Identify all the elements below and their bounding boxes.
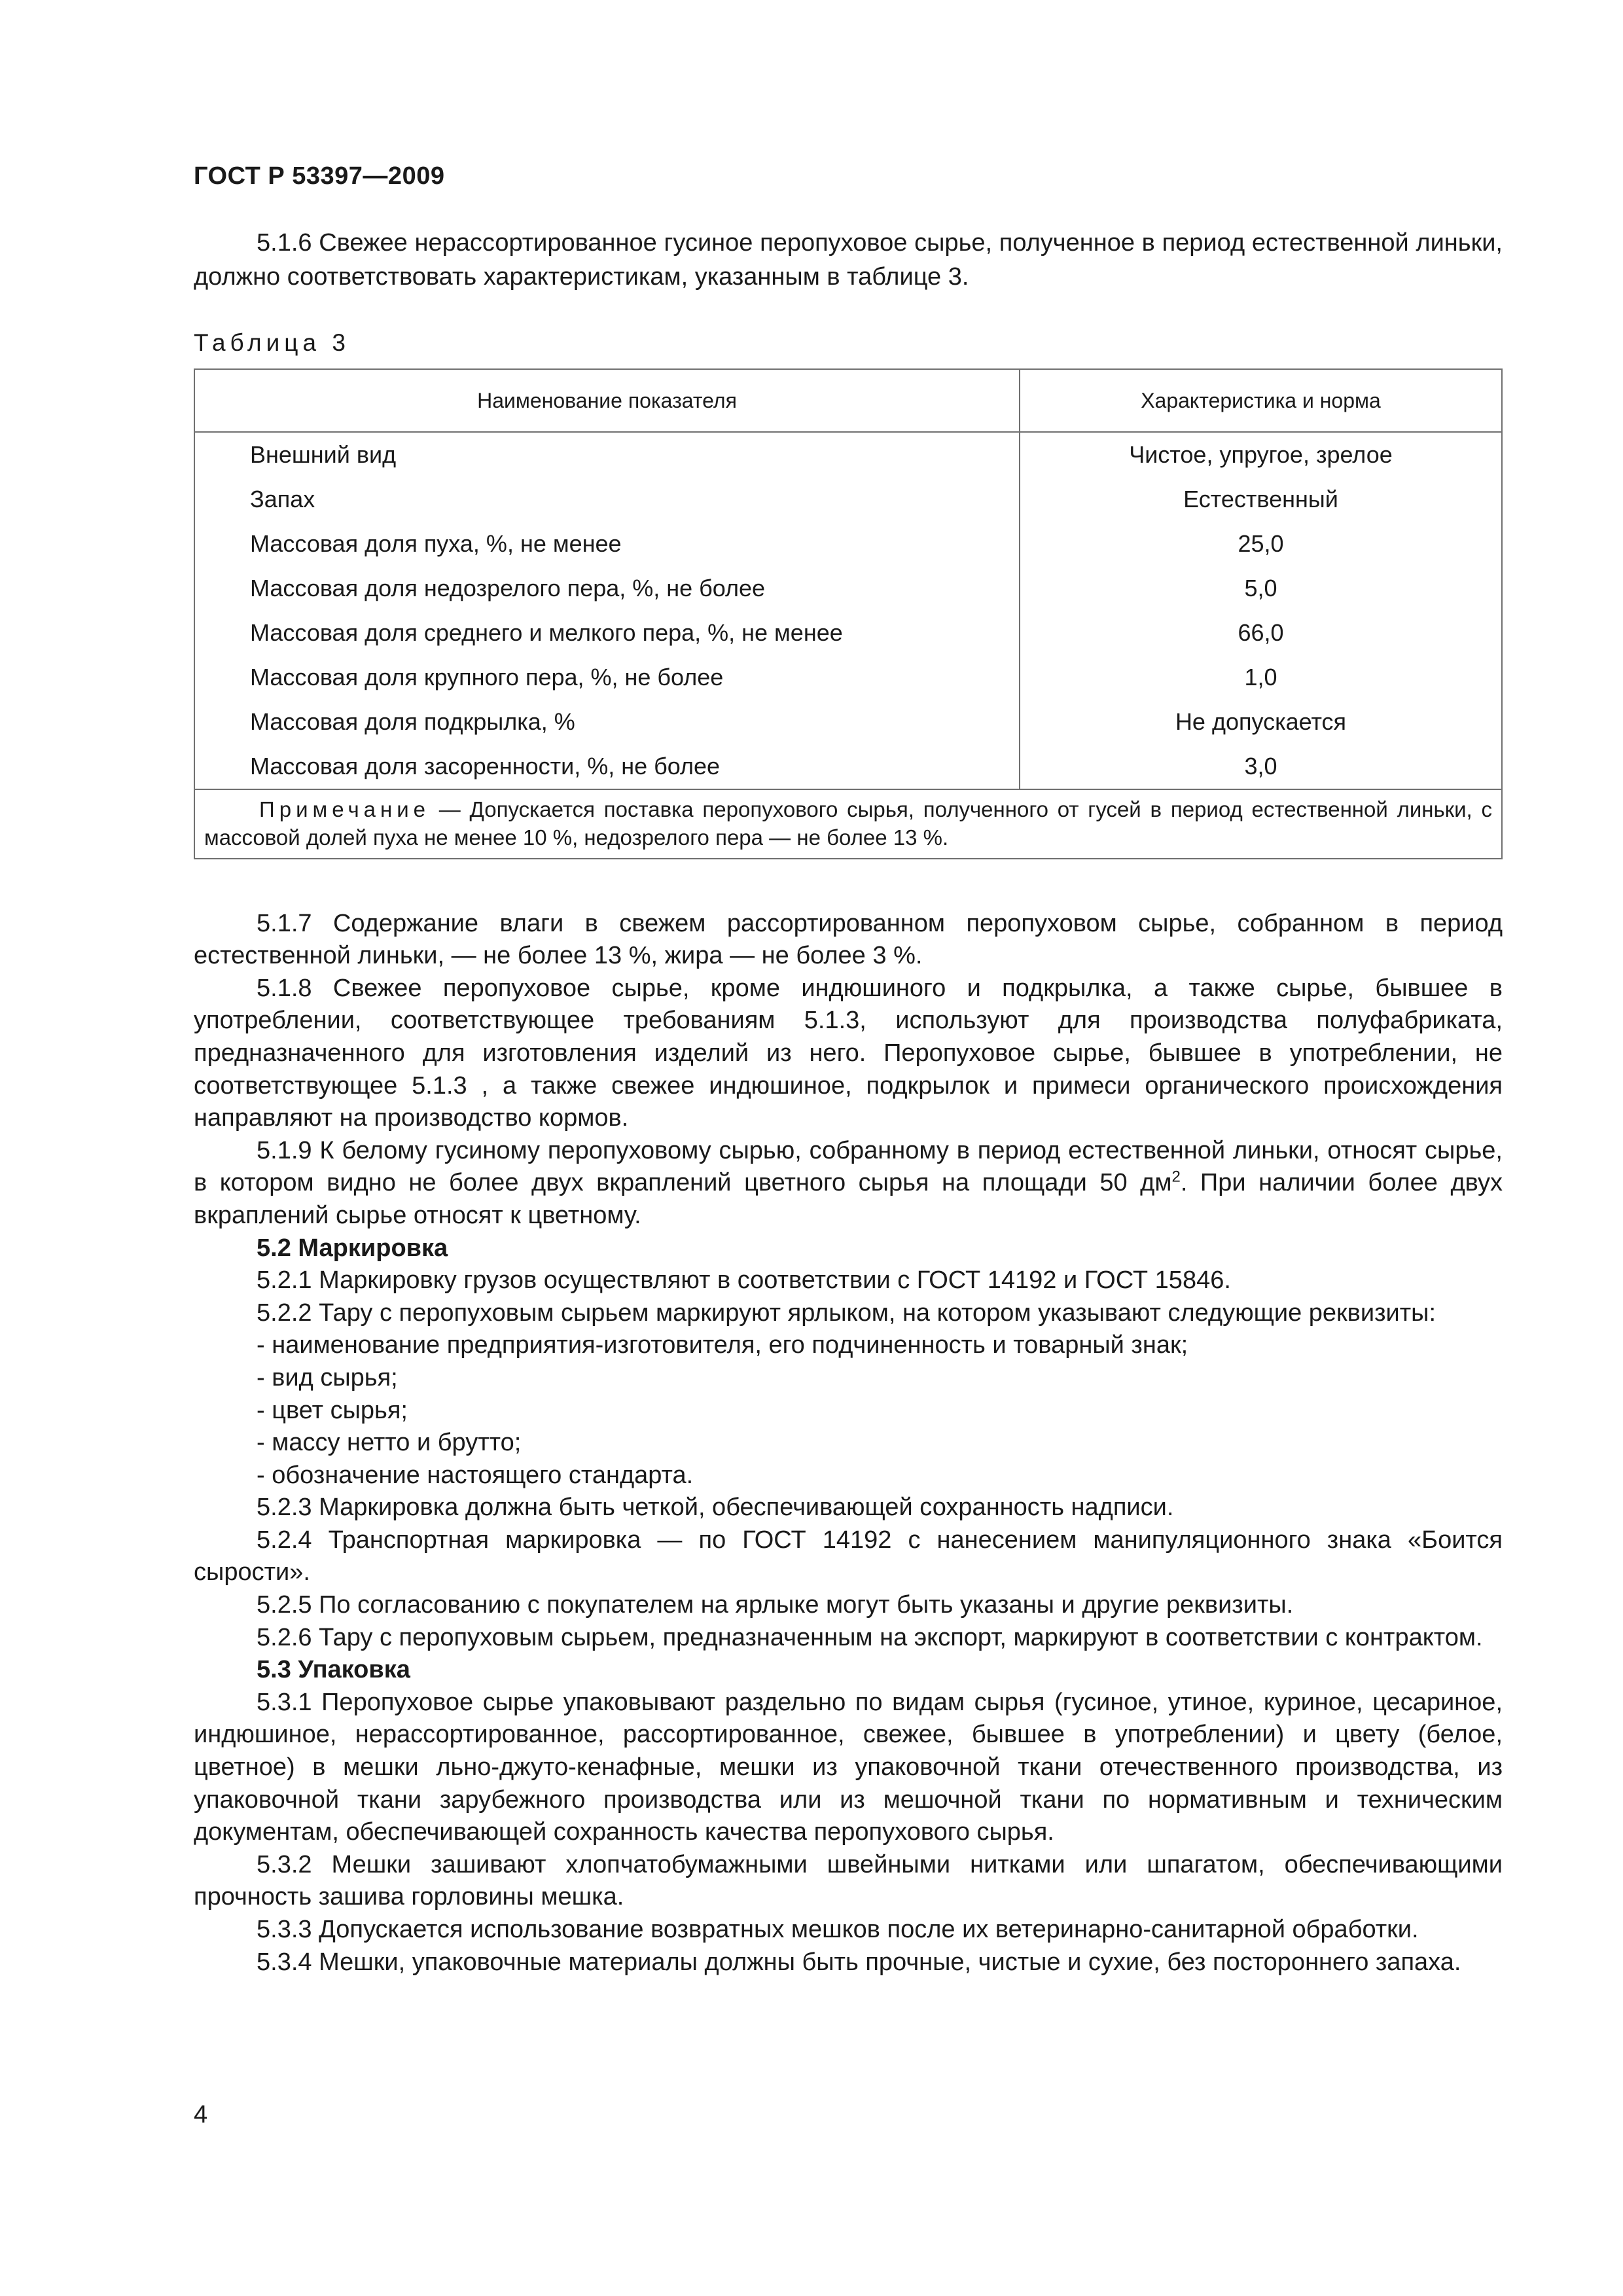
note-label: Примечание: [259, 797, 431, 821]
note-text: — Допускается поставка перопухового сырья, полученного от гусей в период естественной линьки, с массовой долей пуха не менее 10 %, недозрелого пера — не более 13 %.: [204, 797, 1492, 850]
table-note: [194, 789, 1502, 859]
norm-value-cell: Не допускается: [1020, 700, 1502, 744]
table-row: [194, 522, 1502, 566]
norm-value-cell: Чистое, упругое, зрелое: [1020, 432, 1502, 477]
indicator-name-cell: Массовая доля среднего и мелкого пера, %, не менее: [194, 611, 1020, 655]
document-header: ГОСТ Р 53397—2009: [194, 162, 445, 190]
specification-table: [194, 368, 1503, 859]
table-note-row: [194, 789, 1502, 859]
paragraph-5-1-6: 5.1.6 Свежее нерассортированное гусиное перопуховое сырье, полученное в период естественной линьки, должно соответствовать характеристикам, указанным в таблице 3.: [194, 229, 1503, 291]
paragraph-5-1-8: 5.1.8 Свежее перопуховое сырье, кроме индюшиного и подкрылка, а также сырье, бывшее в употреблении, соответствующее требованиям 5.1.3, используют для производства полуфабриката, предназначенного для изготовления изделий из него. Перопуховое сырье, бывшее в употреблении, не соответствующее 5.1.3 , а также свежее индюшиное, подкрылок и примеси органического происхождения направляют на производство кормов.: [194, 974, 1503, 1132]
paragraph-5-3-2: 5.3.2 Мешки зашивают хлопчатобумажными швейными нитками или шпагатом, обеспечивающими прочность зашива горловины мешка.: [194, 1850, 1503, 1911]
paragraph-5-3-1: 5.3.1 Перопуховое сырье упаковывают раздельно по видам сырья (гусиное, утиное, куриное, цесариное, индюшиное, нерассортированное, рассортированное, свежее, бывшее в употреблении) и цвету (белое, цветное) в мешки льно-джуто-кенафные, мешки из упаковочной ткани отечественного производства, из упаковочной ткани зарубежного производства или из мешочной ткани по нормативным и техническим документам, обеспечивающей сохранность качества перопухового сырья.: [194, 1688, 1503, 1846]
page-number: 4: [194, 2101, 208, 2128]
paragraph-5-2-4: 5.2.4 Транспортная маркировка — по ГОСТ 14192 с нанесением манипуляционного знака «Боится сырости».: [194, 1526, 1503, 1587]
paragraph-5-1-9-text-a: 5.1.9 К белому гусиному перопуховому сырью, собранному в период естественной линьки, относят сырье, в котором видно не более двух вкраплений цветного сырья на площади 50 дм: [194, 1136, 1503, 1197]
list-item: - цвет сырья;: [257, 1396, 408, 1424]
indicator-name-cell: Запах: [194, 477, 1020, 522]
table-row: [194, 655, 1502, 700]
table-row: [194, 700, 1502, 744]
indicator-name-cell: Массовая доля подкрылка, %: [194, 700, 1020, 744]
list-item: - наименование предприятия-изготовителя, его подчиненность и товарный знак;: [257, 1331, 1188, 1359]
table-row: [194, 566, 1502, 611]
norm-value-cell: 1,0: [1020, 655, 1502, 700]
section-heading-marking: 5.2 Маркировка: [257, 1234, 448, 1262]
table-row: [194, 611, 1502, 655]
norm-value-cell: 3,0: [1020, 744, 1502, 789]
table-header-row: [194, 369, 1502, 432]
norm-value-cell: 25,0: [1020, 522, 1502, 566]
paragraph-5-2-3: 5.2.3 Маркировка должна быть четкой, обеспечивающей сохранность надписи.: [257, 1494, 1174, 1522]
section-heading-packaging: 5.3 Упаковка: [257, 1656, 410, 1684]
paragraph-5-1-9-text-b: . При наличии более двух вкраплений сырье относят к цветному.: [194, 1169, 1503, 1229]
indicator-name-cell: Внешний вид: [194, 432, 1020, 477]
sections-block: [194, 908, 1503, 1979]
norm-value-cell: 66,0: [1020, 611, 1502, 655]
list-item: - вид сырья;: [257, 1363, 398, 1391]
column-header-norm: Характеристика и норма: [1020, 369, 1502, 432]
table-row: [194, 432, 1502, 477]
list-item: - обозначение настоящего стандарта.: [257, 1461, 694, 1489]
indicator-name-cell: Массовая доля крупного пера, %, не более: [194, 655, 1020, 700]
table-row: [194, 744, 1502, 789]
indicator-name-cell: Массовая доля засоренности, %, не более: [194, 744, 1020, 789]
paragraph-5-2-2: 5.2.2 Тару с перопуховым сырьем маркируют ярлыком, на котором указывают следующие реквизиты:: [257, 1299, 1436, 1327]
paragraph-5-3-4: 5.3.4 Мешки, упаковочные материалы должны быть прочные, чистые и сухие, без постороннего запаха.: [257, 1948, 1461, 1976]
norm-value-cell: 5,0: [1020, 566, 1502, 611]
paragraph-5-2-6: 5.2.6 Тару с перопуховым сырьем, предназначенным на экспорт, маркируют в соответствии с контрактом.: [257, 1623, 1483, 1651]
paragraph-5-3-3: 5.3.3 Допускается использование возвратных мешков после их ветеринарно-санитарной обработки.: [257, 1916, 1419, 1943]
paragraph-5-2-1: 5.2.1 Маркировку грузов осуществляют в соответствии с ГОСТ 14192 и ГОСТ 15846.: [257, 1266, 1231, 1295]
paragraph-5-1-7: 5.1.7 Содержание влаги в свежем рассортированном перопуховом сырье, собранном в период естественной линьки, — не более 13 %, жира — не более 3 %.: [194, 909, 1503, 970]
paragraph-5-2-5: 5.2.5 По согласованию с покупателем на ярлыке могут быть указаны и другие реквизиты.: [257, 1591, 1294, 1619]
table-body: [194, 432, 1502, 789]
indicator-name-cell: Массовая доля пуха, %, не менее: [194, 522, 1020, 566]
table-caption: Таблица 3: [194, 329, 350, 356]
paragraph-5-1-9: [194, 1135, 1503, 1232]
list-item: - массу нетто и брутто;: [257, 1429, 522, 1457]
table-row: [194, 477, 1502, 522]
document-body: [194, 226, 1503, 1979]
superscript-2: 2: [1171, 1168, 1181, 1186]
norm-value-cell: Естественный: [1020, 477, 1502, 522]
column-header-indicator: Наименование показателя: [194, 369, 1020, 432]
indicator-name-cell: Массовая доля недозрелого пера, %, не более: [194, 566, 1020, 611]
